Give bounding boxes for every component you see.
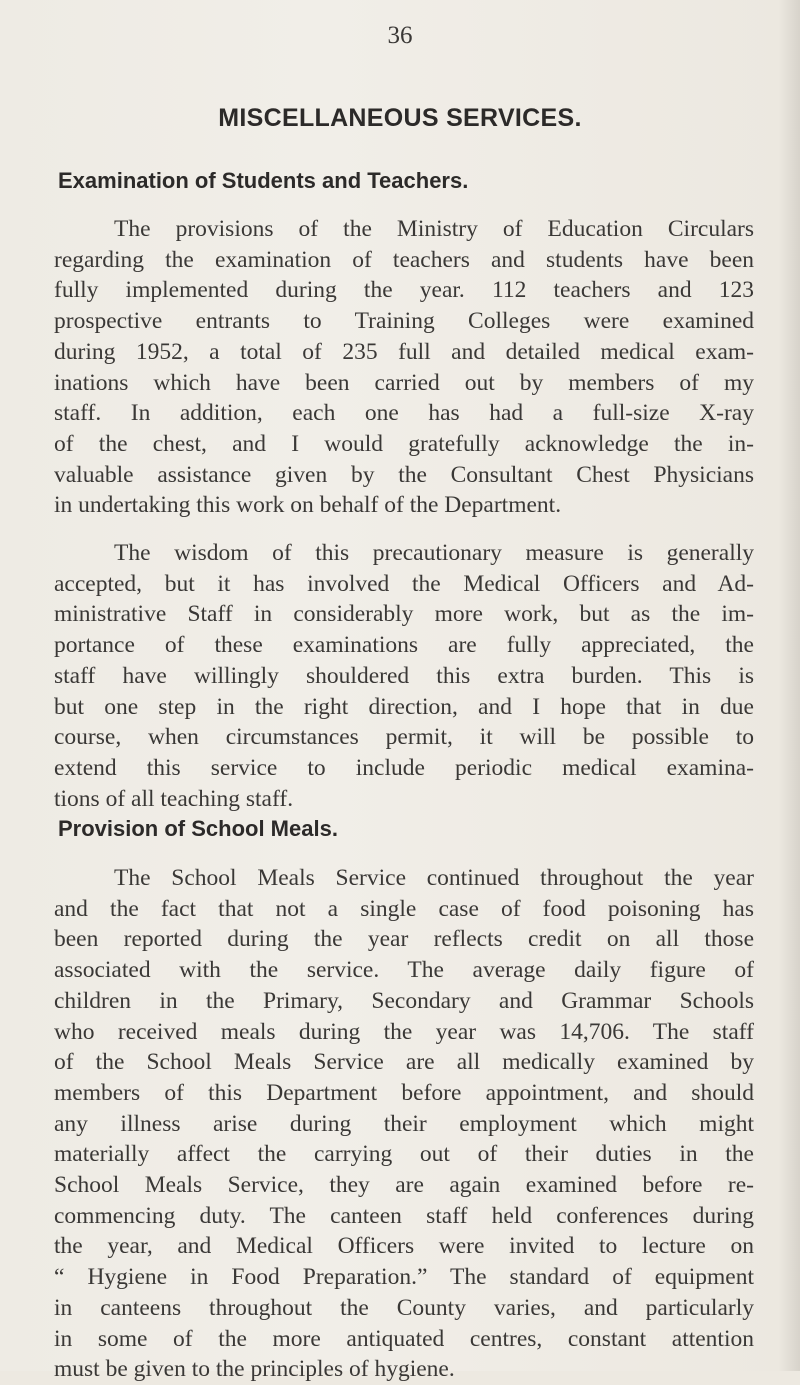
- text-line: commencing duty. The canteen staff held conferences during: [54, 1202, 754, 1229]
- section-title-school-meals: Provision of School Meals.: [58, 816, 338, 841]
- text-line: but one step in the right direction, and I hope that in due: [54, 693, 754, 720]
- text-line: School Meals Service, they are again examined before re-: [54, 1172, 754, 1199]
- text-line: portance of these examinations are fully appreciated, the: [54, 632, 754, 659]
- text-line: in undertaking this work on behalf of the Department.: [54, 492, 562, 519]
- text-line: the year, and Medical Officers were invited to lecture on: [54, 1233, 754, 1260]
- page-heading: MISCELLANEOUS SERVICES.: [218, 104, 582, 132]
- text-line: fully implemented during the year. 112 teachers and 123: [54, 277, 754, 304]
- text-line: must be given to the principles of hygiene.: [54, 1356, 455, 1383]
- paragraph-examination-1: [54, 214, 754, 521]
- text-line: valuable assistance given by the Consultant Chest Physicians: [54, 461, 754, 488]
- text-line: in some of the more antiquated centres, constant attention: [54, 1325, 754, 1352]
- text-line: any illness arise during their employment which might: [54, 1110, 754, 1137]
- text-line: members of this Department before appointment, and should: [54, 1079, 754, 1106]
- page-number: 36: [387, 22, 413, 49]
- section-title-examination: Examination of Students and Teachers.: [58, 168, 469, 193]
- text-line: who received meals during the year was 14,706. The staff: [54, 1018, 754, 1045]
- text-line: extend this service to include periodic medical examina-: [54, 754, 754, 781]
- text-line: The wisdom of this precautionary measure is generally: [114, 540, 754, 566]
- text-line: of the School Meals Service are all medically examined by: [54, 1049, 754, 1076]
- text-line: during 1952, a total of 235 full and detailed medical exam-: [54, 338, 754, 365]
- text-line: course, when circumstances permit, it will be possible to: [54, 724, 754, 751]
- page-edge-shadow: [778, 0, 800, 1371]
- text-line: prospective entrants to Training Colleges were examined: [54, 308, 754, 335]
- text-line: The School Meals Service continued throughout the year: [114, 865, 754, 891]
- text-line: accepted, but it has involved the Medical Officers and Ad-: [54, 570, 754, 597]
- text-line: ministrative Staff in considerably more work, but as the im-: [54, 601, 754, 628]
- text-line: and the fact that not a single case of food poisoning has: [54, 895, 754, 922]
- text-line: staff. In addition, each one has had a full-size X-ray: [54, 400, 754, 427]
- text-line: tions of all teaching staff.: [54, 785, 294, 812]
- text-line: materially affect the carrying out of their duties in the: [54, 1141, 754, 1168]
- text-line: “ Hygiene in Food Preparation.” The standard of equipment: [54, 1264, 754, 1291]
- text-line: in canteens throughout the County varies, and particularly: [54, 1294, 754, 1321]
- text-line: staff have willingly shouldered this extra burden. This is: [54, 662, 754, 689]
- paragraph-school-meals: [54, 863, 754, 1385]
- text-line: children in the Primary, Secondary and Grammar Schools: [54, 987, 754, 1014]
- text-line: of the chest, and I would gratefully acknowledge the in-: [54, 430, 754, 457]
- text-line: inations which have been carried out by members of my: [54, 369, 754, 396]
- text-line: regarding the examination of teachers and students have been: [54, 246, 754, 273]
- paragraph-examination-2: [54, 538, 754, 814]
- text-line: The provisions of the Ministry of Education Circulars: [114, 216, 754, 242]
- text-line: been reported during the year reflects credit on all those: [54, 926, 754, 953]
- text-line: associated with the service. The average daily figure of: [54, 957, 754, 984]
